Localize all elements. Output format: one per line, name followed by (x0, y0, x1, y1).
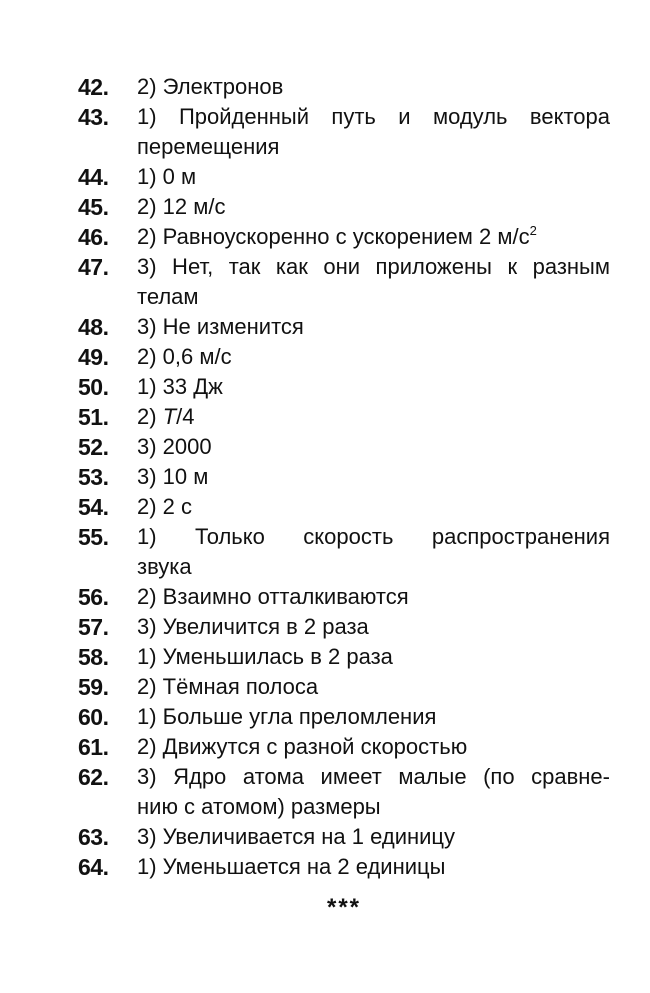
answer-item (78, 762, 610, 822)
answer-number: 51. (78, 404, 109, 430)
answer-item (78, 852, 610, 882)
answer-number: 64. (78, 854, 109, 880)
answer-text (137, 732, 610, 762)
answer-number: 47. (78, 254, 109, 280)
answer-text (137, 102, 610, 162)
answer-item (78, 522, 610, 582)
answer-line: 1) Только скорость распространения (137, 524, 610, 549)
answer-text (137, 192, 610, 222)
answer-number: 63. (78, 824, 109, 850)
answer-line (137, 402, 610, 432)
answer-text (137, 852, 610, 882)
answer-line: 3) Увеличивается на 1 единицу (137, 824, 456, 849)
answer-text (137, 522, 610, 582)
answer-number: 62. (78, 764, 109, 790)
answer-item (78, 72, 610, 102)
answer-text (137, 672, 610, 702)
answer-number: 60. (78, 704, 109, 730)
answer-item (78, 222, 610, 252)
answer-text (137, 402, 610, 432)
answer-number: 54. (78, 494, 109, 520)
answer-text (137, 642, 610, 672)
answer-text (137, 72, 610, 102)
answer-number: 50. (78, 374, 109, 400)
answer-item (78, 702, 610, 732)
answer-item (78, 162, 610, 192)
answer-text (137, 432, 610, 462)
answer-line: 3) Не изменится (137, 314, 304, 339)
answer-item (78, 342, 610, 372)
answer-line: 3) 10 м (137, 464, 209, 489)
answer-text (137, 462, 610, 492)
answer-item (78, 252, 610, 312)
answer-line: 1) Пройденный путь и модуль вектора (137, 104, 610, 129)
answer-number: 52. (78, 434, 109, 460)
answer-line: 2) Электронов (137, 74, 284, 99)
answer-text (137, 702, 610, 732)
answer-line: нию с атомом) размеры (137, 794, 381, 819)
answer-number: 43. (78, 104, 109, 130)
answer-line: 3) 2000 (137, 434, 212, 459)
answer-number: 48. (78, 314, 109, 340)
answer-item (78, 732, 610, 762)
answer-number: 49. (78, 344, 109, 370)
answer-text (137, 492, 610, 522)
answer-line: 3) Ядро атома имеет малые (по сравне- (137, 764, 610, 789)
answer-text (137, 252, 610, 312)
superscript: 2 (529, 222, 537, 238)
answer-number: 61. (78, 734, 109, 760)
answer-item (78, 462, 610, 492)
answer-line: 2) Движутся с разной скоростью (137, 734, 468, 759)
answer-item (78, 492, 610, 522)
answer-number: 55. (78, 524, 109, 550)
answer-line: 1) 0 м (137, 164, 197, 189)
answer-text (137, 582, 610, 612)
answer-item (78, 102, 610, 162)
answer-line: 3) Увеличится в 2 раза (137, 614, 369, 639)
answer-number: 45. (78, 194, 109, 220)
answer-line: телам (137, 284, 199, 309)
answer-item (78, 672, 610, 702)
text-segment: /4 (176, 404, 195, 429)
answer-item (78, 612, 610, 642)
answer-line: звука (137, 554, 192, 579)
answer-number: 59. (78, 674, 109, 700)
answer-item (78, 582, 610, 612)
answer-line: 2) 12 м/с (137, 194, 226, 219)
answer-line (137, 222, 610, 252)
answer-line: 1) 33 Дж (137, 374, 223, 399)
answer-line: 2) Взаимно отталкиваются (137, 584, 409, 609)
answer-number: 44. (78, 164, 109, 190)
answer-item (78, 822, 610, 852)
text-segment: 2) Равноускоренно с ускорением 2 м/с (137, 224, 530, 249)
section-separator: *** (326, 894, 362, 921)
answer-line: 2) Тёмная полоса (137, 674, 319, 699)
answer-text (137, 312, 610, 342)
answer-line: 1) Уменьшилась в 2 раза (137, 644, 393, 669)
answer-text (137, 762, 610, 822)
answer-text (137, 222, 610, 252)
answer-text (137, 822, 610, 852)
answer-text (137, 162, 610, 192)
answer-text (137, 342, 610, 372)
answer-text (137, 612, 610, 642)
answer-item (78, 312, 610, 342)
answer-number: 53. (78, 464, 109, 490)
answer-item (78, 432, 610, 462)
answer-line: 1) Больше угла преломления (137, 704, 437, 729)
answer-number: 46. (78, 224, 109, 250)
answer-list (78, 72, 610, 882)
answer-item (78, 372, 610, 402)
answer-number: 57. (78, 614, 109, 640)
answer-line: 1) Уменьшается на 2 единицы (137, 854, 446, 879)
text-segment: 2) (137, 404, 163, 429)
answer-line: перемещения (137, 134, 280, 159)
answer-item (78, 192, 610, 222)
answer-number: 58. (78, 644, 109, 670)
answer-item (78, 642, 610, 672)
answer-line: 3) Нет, так как они приложены к разным (137, 254, 610, 279)
answer-number: 42. (78, 74, 109, 100)
answer-line: 2) 0,6 м/с (137, 344, 232, 369)
answer-line: 2) 2 с (137, 494, 193, 519)
answer-number: 56. (78, 584, 109, 610)
italic-variable: T (162, 404, 177, 429)
answer-text (137, 372, 610, 402)
answer-item (78, 402, 610, 432)
